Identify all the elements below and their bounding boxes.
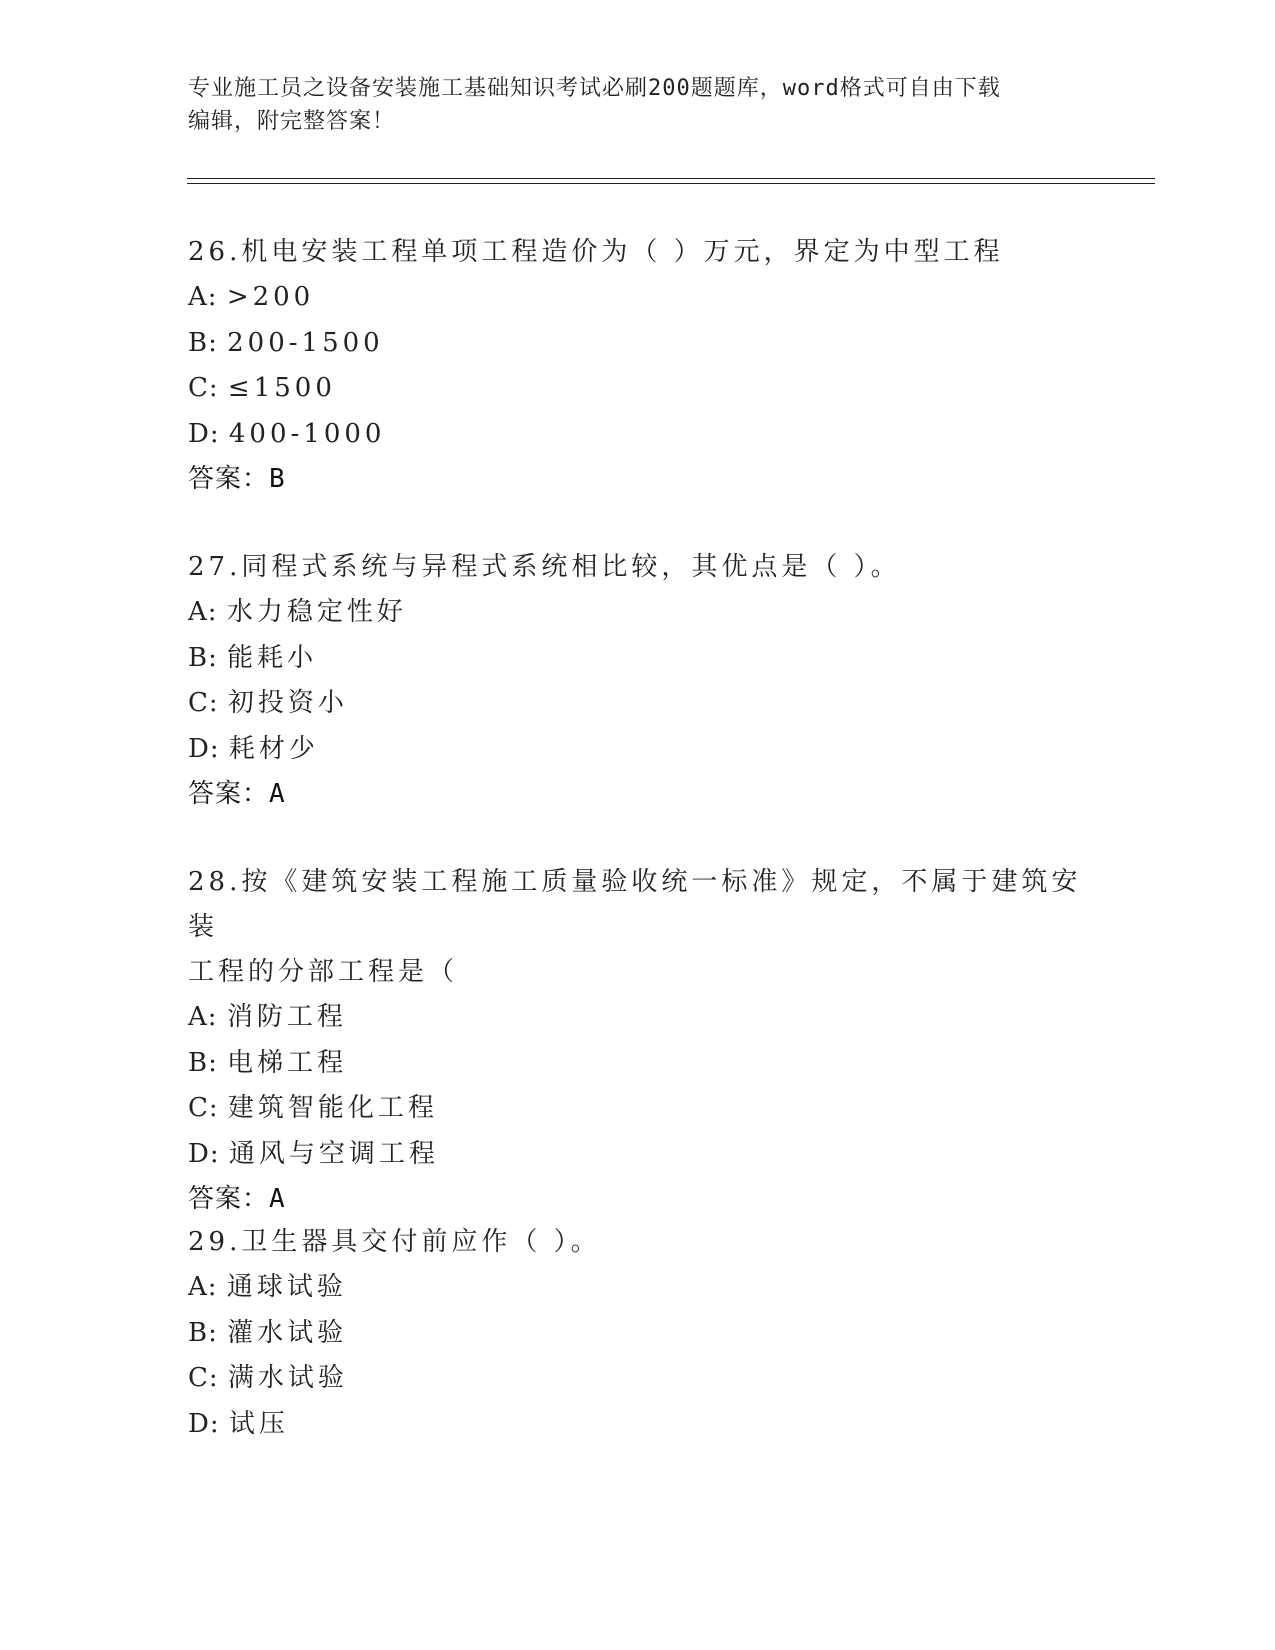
header-divider-bottom (187, 183, 1155, 184)
question-29 (188, 1220, 1088, 1447)
header-divider-top (187, 178, 1155, 179)
option-letter: B: (188, 327, 228, 358)
option-d (188, 1132, 1088, 1178)
option-d (188, 727, 1088, 773)
option-text: 建筑智能化工程 (227, 1093, 438, 1123)
option-letter: C: (188, 688, 228, 718)
option-text: 耗材少 (228, 733, 319, 764)
option-letter: A: (188, 282, 227, 312)
option-letter: D: (188, 1408, 229, 1439)
option-text: 通球试验 (226, 1272, 347, 1302)
option-a (188, 275, 1088, 321)
option-letter: A: (188, 1272, 227, 1302)
option-letter: D: (188, 418, 229, 449)
option-b (188, 1041, 1088, 1087)
option-letter: C: (188, 1093, 228, 1123)
option-letter: B: (188, 1317, 228, 1348)
option-letter: A: (188, 597, 227, 627)
option-text: 能耗小 (227, 642, 318, 673)
option-text: ≤1500 (227, 373, 336, 403)
option-text: >200 (226, 282, 315, 312)
option-text: 试压 (228, 1408, 289, 1439)
option-text: 满水试验 (227, 1363, 348, 1393)
option-b (188, 636, 1088, 682)
option-text: 初投资小 (227, 688, 348, 718)
option-text: 通风与空调工程 (228, 1138, 439, 1169)
header-line-2: 编辑，附完整答案！ (188, 109, 396, 134)
document-header (188, 72, 1088, 138)
option-a (188, 995, 1088, 1041)
option-c (188, 366, 1088, 412)
option-c (188, 1356, 1088, 1402)
option-d (188, 412, 1088, 458)
answer-line: 答案：A (188, 1184, 286, 1214)
option-a (188, 1265, 1088, 1311)
question-26 (188, 230, 1088, 502)
option-b (188, 1311, 1088, 1357)
option-text: 200-1500 (227, 327, 384, 358)
question-28 (188, 860, 1088, 1222)
question-stem-line-1: 28.按《建筑安装工程施工质量验收统一标准》规定，不属于建筑安装 (188, 867, 1082, 942)
option-text: 400-1000 (228, 418, 386, 449)
option-letter: B: (188, 642, 228, 673)
option-text: 电梯工程 (227, 1047, 348, 1078)
option-letter: B: (188, 1047, 228, 1078)
option-letter: C: (188, 373, 228, 403)
option-a (188, 590, 1088, 636)
option-letter: A: (188, 1002, 227, 1032)
option-c (188, 1086, 1088, 1132)
option-letter: D: (188, 733, 229, 764)
question-stem: 26.机电安装工程单项工程造价为（ ）万元，界定为中型工程 (188, 237, 1004, 267)
option-b (188, 321, 1088, 367)
question-stem: 27.同程式系统与异程式系统相比较，其优点是（ ）。 (188, 552, 901, 582)
option-d (188, 1402, 1088, 1448)
option-letter: C: (188, 1363, 228, 1393)
option-c (188, 681, 1088, 727)
option-text: 消防工程 (226, 1002, 347, 1032)
answer-line: 答案：B (188, 464, 286, 494)
question-stem: 29.卫生器具交付前应作（ ）。 (188, 1227, 601, 1257)
option-letter: D: (188, 1138, 229, 1169)
question-27 (188, 545, 1088, 817)
header-line-1: 专业施工员之设备安装施工基础知识考试必刷200题题库，word格式可自由下载 (188, 76, 1001, 101)
option-text: 水力稳定性好 (226, 597, 407, 627)
answer-line: 答案：A (188, 779, 286, 809)
question-stem-line-2: 工程的分部工程是（ (188, 957, 459, 987)
option-text: 灌水试验 (227, 1317, 348, 1348)
